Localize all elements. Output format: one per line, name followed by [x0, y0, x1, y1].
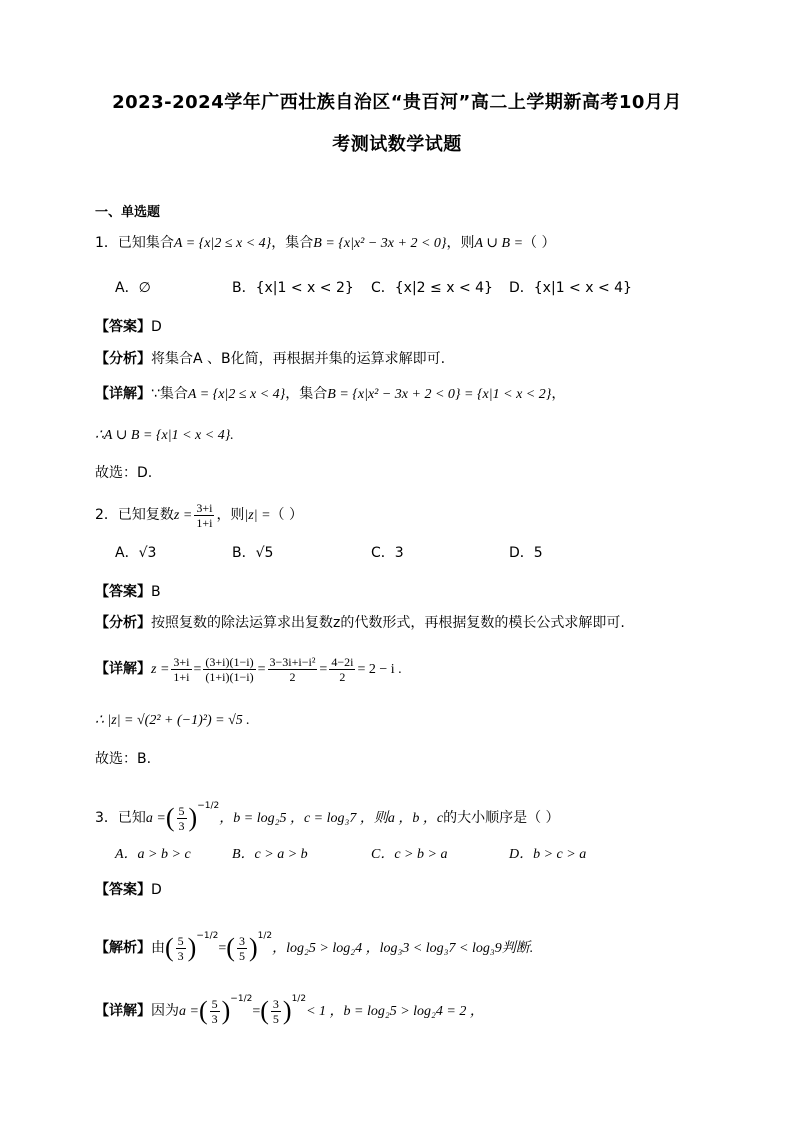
- q1-detail-tail: ，: [551, 386, 566, 402]
- q3-answer-value: D: [151, 882, 162, 898]
- q2-f3-num: 3−3i+i−i²: [269, 654, 316, 669]
- q3-d2-exponent: 1/2: [291, 994, 307, 1004]
- q3-j2-exponent: 1/2: [257, 931, 273, 941]
- q3-option-b: B．c > a > b: [232, 847, 308, 862]
- document-title-line2: 考测试数学试题: [332, 134, 462, 155]
- q2-fraction: [194, 501, 214, 530]
- q3-jiexi-fraction-2: [237, 934, 247, 963]
- answer-tag: 【答案】: [95, 882, 151, 898]
- q2-detail-end: = 2 − i .: [357, 662, 402, 677]
- q1-analysis: [95, 349, 445, 369]
- q2-analysis-text: 按照复数的除法运算求出复数z的代数形式，再根据复数的模长公式求解即可.: [151, 615, 625, 631]
- q3-stem-tail: 的大小顺序是（ ）: [443, 810, 560, 826]
- q2-f4-num: 4−2i: [331, 654, 354, 669]
- q2-f2-den: (1+i)(1−i): [205, 669, 254, 684]
- q3-option-a: A．a > b > c: [115, 847, 191, 862]
- q3-answer: [95, 880, 162, 900]
- q2-option-a: A．√3: [115, 545, 157, 561]
- q3-jiexi: 【解析】由( $\frac{5}{3}$ )$^{-1/2}$=( $\frac{3}{5}$ )$^{1/2}$，log₂5 > log₂4 ，log₃3 < log₃7 < log₃9判断.: [95, 931, 534, 963]
- q2-abs: |z| =: [244, 508, 271, 523]
- detail-tag: 【详解】: [95, 1003, 151, 1019]
- q2-detail: 【详解】z = $\frac{3+i}{1+i}$ = $\frac{(3+i)(1-i)}{(1+i)(1-i)}$ = $\frac{\text{3−3i+i−i²}}{2}$ = $\frac{4-2i}{2}$ = 2 − i .: [95, 654, 402, 684]
- q2-detail-fraction-3: [268, 655, 318, 684]
- q3-stem: 3．已知a =( $\frac{5}{3}$ )$^{-1/2}$，b = log₂5 ，c = log₃7 ，则a ，b ，c的大小顺序是（ ）: [95, 801, 560, 833]
- q1-answer: [95, 317, 162, 337]
- document-title-line1: 2023-2024学年广西壮族自治区“贵百河”高二上学期新高考10月月: [112, 92, 682, 113]
- q2-blank: （ ）: [270, 507, 303, 523]
- q3-detail-fraction-1: [210, 997, 220, 1026]
- q3-option-d: D．b > c > a: [509, 847, 587, 862]
- q3-j1-num: 5: [177, 933, 184, 948]
- q3-j2-num: 3: [238, 933, 245, 948]
- q2-detail-fraction-4: [329, 655, 355, 684]
- q3-jiexi-text: ，log₂5 > log₂4 ，log₃3 < log₃7 < log₃9判断.: [272, 941, 534, 956]
- q1-option-b: B．{x|1 < x < 2}: [232, 280, 354, 296]
- q1-detail-mid: ，集合: [285, 386, 328, 402]
- q3-stem-prefix: 3．已知: [95, 810, 146, 826]
- q2-option-c: C．3: [371, 545, 404, 561]
- q3-a-lhs: a =: [145, 811, 166, 826]
- analysis-tag: 【分析】: [95, 615, 151, 631]
- q2-answer: [95, 582, 161, 602]
- q2-f4-den: 2: [339, 669, 346, 684]
- q2-stem-prefix: 2．已知复数: [95, 507, 174, 523]
- q2-answer-value: B: [151, 584, 161, 600]
- q1-conclusion: ∴A ∪ B = {x|1 < x < 4}.: [95, 428, 234, 443]
- q2-option-b: B．√5: [232, 545, 274, 561]
- q2-z: z =: [173, 508, 193, 523]
- q3-detail-prefix: 因为: [151, 1003, 179, 1019]
- q3-a-num: 5: [178, 803, 185, 818]
- q3-abc: a ，b ，c: [387, 811, 444, 826]
- q1-stem-prefix: 1．已知集合: [95, 235, 174, 251]
- q3-option-c: C．c > b > a: [371, 847, 448, 862]
- q2-choose: 故选：B.: [95, 751, 152, 767]
- q3-b: ，b = log₂5 ，: [219, 811, 304, 826]
- q2-fraction-numerator: 3+i: [196, 500, 213, 515]
- q2-fraction-denominator: 1+i: [196, 515, 213, 530]
- q3-c: c = log₃7 ，则: [303, 811, 388, 826]
- q2-analysis: [95, 613, 625, 633]
- q1-detail-set-b: B = {x|x² − 3x + 2 < 0} = {x|1 < x < 2}: [327, 387, 552, 402]
- q3-j2-den: 5: [238, 948, 245, 963]
- q2-f2-num: (3+i)(1−i): [205, 654, 254, 669]
- q1-detail-set-a: A = {x|2 ≤ x < 4}: [187, 387, 286, 402]
- q1-option-d: D．{x|1 < x < 4}: [509, 280, 632, 296]
- q2-f1-den: 1+i: [173, 669, 190, 684]
- q2-option-d: D．5: [509, 545, 543, 561]
- q3-d1-num: 5: [211, 996, 218, 1011]
- q3-detail: 【详解】因为a =( $\frac{5}{3}$ )$^{-1/2}$=( $\frac{3}{5}$ )$^{1/2}$< 1 ，b = log₂5 > log₂4 = 2 ，: [95, 994, 484, 1026]
- q1-answer-value: D: [151, 319, 162, 335]
- detail-tag: 【详解】: [95, 386, 151, 402]
- q3-j1-exponent: −1/2: [196, 931, 219, 941]
- answer-tag: 【答案】: [95, 584, 151, 600]
- q3-d2-den: 5: [272, 1011, 279, 1026]
- q1-stem: [95, 233, 556, 254]
- q1-detail: [95, 384, 565, 405]
- q3-a-den: 3: [178, 818, 185, 833]
- q3-d1-exponent: −1/2: [230, 994, 253, 1004]
- q2-detail-z: z =: [151, 662, 170, 677]
- q3-detail-fraction-2: [271, 997, 281, 1026]
- q3-detail-a: a =: [179, 1004, 199, 1019]
- q1-set-a: A = {x|2 ≤ x < 4}: [173, 236, 272, 251]
- q3-d1-den: 3: [211, 1011, 218, 1026]
- analysis-tag: 【分析】: [95, 351, 151, 367]
- q2-detail-fraction-2: [203, 655, 255, 684]
- answer-tag: 【答案】: [95, 319, 151, 335]
- q1-analysis-text: 将集合A 、B化简，再根据并集的运算求解即可.: [151, 351, 446, 367]
- q1-stem-mid: ，集合: [271, 235, 314, 251]
- q2-stem-tail: ，则: [216, 507, 245, 523]
- section-heading: 一、单选题: [95, 205, 161, 220]
- q3-d2-num: 3: [272, 996, 279, 1011]
- q2-stem: [95, 498, 303, 533]
- q2-detail-fraction-1: [171, 655, 191, 684]
- q2-f3-den: 2: [289, 669, 296, 684]
- q1-option-a: A．∅: [115, 280, 151, 296]
- q3-a-fraction: [177, 804, 187, 833]
- q1-detail-prefix: ∵集合: [151, 386, 188, 402]
- q1-stem-tail: ，则: [446, 235, 475, 251]
- q1-choose: 故选：D.: [95, 465, 153, 481]
- jiexi-tag: 【解析】: [95, 940, 151, 956]
- q3-jiexi-prefix: 由: [151, 940, 165, 956]
- q3-detail-text: < 1 ，b = log₂5 > log₂4 = 2 ，: [306, 1004, 484, 1019]
- q3-a-exponent: −1/2: [197, 801, 220, 811]
- q1-set-b: B = {x|x² − 3x + 2 < 0}: [313, 236, 447, 251]
- q1-blank: （ ）: [523, 235, 556, 251]
- q2-modulus: ∴ |z| = √(2² + (−1)²) = √5 .: [95, 713, 250, 728]
- detail-tag: 【详解】: [95, 661, 151, 677]
- q1-expr: A ∪ B =: [474, 236, 524, 251]
- q3-j1-den: 3: [177, 948, 184, 963]
- q3-jiexi-fraction-1: [176, 934, 186, 963]
- q1-option-c: C．{x|2 ≤ x < 4}: [371, 280, 493, 296]
- q2-f1-num: 3+i: [173, 654, 190, 669]
